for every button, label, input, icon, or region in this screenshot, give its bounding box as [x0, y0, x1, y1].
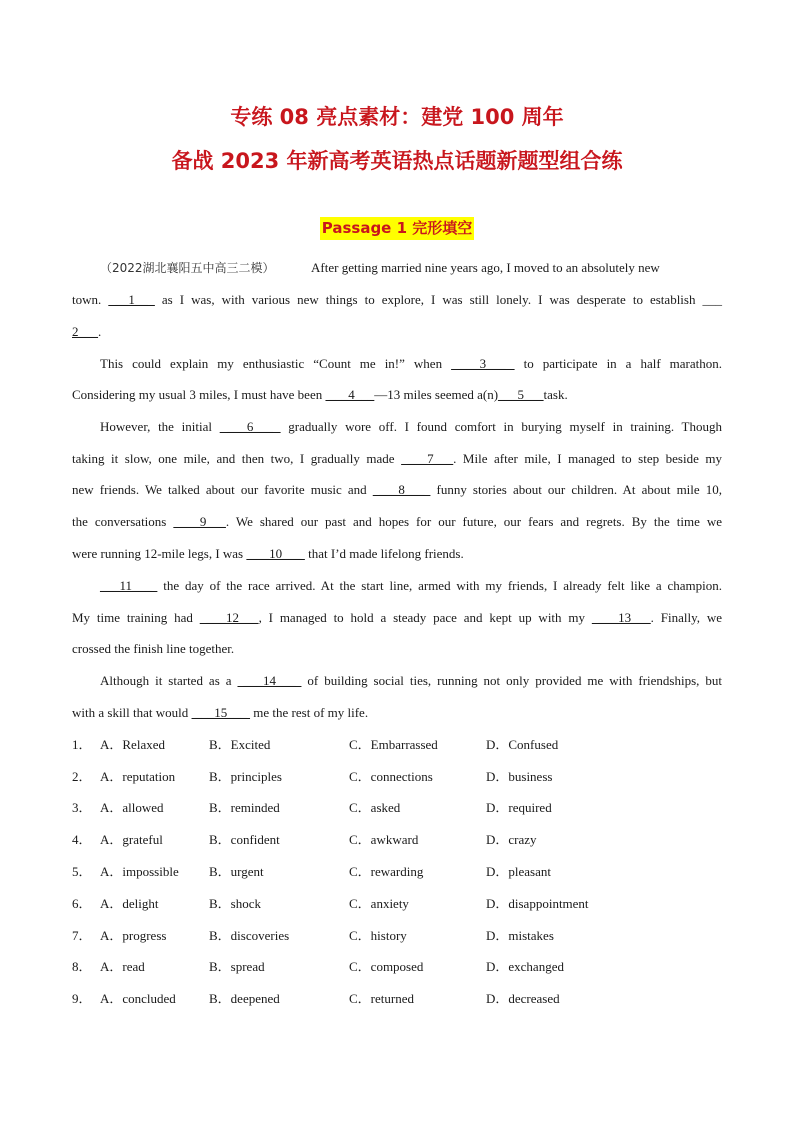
line-text: Although it started as a [100, 673, 238, 688]
option-d[interactable]: D．crazy [486, 832, 537, 847]
option-a[interactable]: A．Relaxed [100, 737, 165, 752]
option-b[interactable]: B．reminded [209, 800, 280, 815]
line-text: However, the initial [100, 419, 220, 434]
line-text: as I was, with various new things to explore, I was still lonely. I was desperate to establish ___ [154, 292, 723, 307]
line-text: . Mile after mile, I managed to step beside my [453, 451, 722, 466]
blank-15: ___15___ [191, 705, 251, 720]
line-text: the day of the race arrived. At the start line, armed with my friends, I already felt like a champion. [157, 578, 722, 593]
blank-11: ___11___ [100, 578, 158, 593]
blank-4: ___4___ [325, 387, 375, 402]
line-text: , I managed to hold a steady pace and kept up with my [258, 610, 592, 625]
blank-8: ___8___ [372, 482, 431, 497]
option-a[interactable]: A．impossible [100, 864, 179, 879]
option-d[interactable]: D．disappointment [486, 896, 589, 911]
line-text: town. [72, 292, 109, 307]
option-a[interactable]: A．progress [100, 928, 167, 943]
blank-7: ___7___ [401, 451, 454, 466]
title-line-1: 专练 08 亮点素材：建党 100 周年 [230, 105, 564, 129]
line-text: . [98, 324, 102, 339]
option-a[interactable]: A．concluded [100, 991, 176, 1006]
passage-line-5 [72, 386, 722, 404]
blank-1: __1__ [108, 292, 155, 307]
line-text: were running 12-mile legs, I was [72, 546, 247, 561]
option-d[interactable]: D．Confused [486, 737, 559, 752]
blank-5: ___5___ [498, 387, 544, 402]
question-number: 4． [72, 832, 92, 847]
option-b[interactable]: B．discoveries [209, 928, 290, 943]
passage-line-15 [72, 704, 722, 722]
blank-3: ___3___ [451, 356, 515, 371]
question-number: 5． [72, 864, 92, 879]
line-text: —13 miles seemed a(n) [374, 387, 499, 402]
option-b[interactable]: B．shock [209, 896, 262, 911]
option-d[interactable]: D．business [486, 769, 553, 784]
passage-line-13 [72, 640, 722, 658]
question-number: 9． [72, 991, 92, 1006]
option-a[interactable]: A．allowed [100, 800, 164, 815]
option-d[interactable]: D．decreased [486, 991, 560, 1006]
passage-line-3 [72, 323, 722, 341]
line-text: with a skill that would [72, 705, 192, 720]
option-d[interactable]: D．exchanged [486, 959, 564, 974]
line-text: funny stories about our children. At about mile 10, [430, 482, 723, 497]
option-b[interactable]: B．urgent [209, 864, 264, 879]
option-a[interactable]: A．grateful [100, 832, 163, 847]
line-text: the conversations [72, 514, 174, 529]
question-number: 8． [72, 959, 92, 974]
blank-14: ___14___ [237, 673, 302, 688]
passage-label-wrap [0, 217, 794, 240]
line-text: to participate in a half marathon. [514, 356, 723, 371]
line-text: task. [543, 387, 568, 402]
option-b[interactable]: B．Excited [209, 737, 271, 752]
question-number: 2． [72, 769, 92, 784]
question-number: 3． [72, 800, 92, 815]
option-c[interactable]: C．awkward [349, 832, 419, 847]
line-text: of building social ties, running not only provided me with friendships, but [301, 673, 722, 688]
option-b[interactable]: B．principles [209, 769, 282, 784]
option-d[interactable]: D．required [486, 800, 552, 815]
passage-line-10 [72, 545, 722, 563]
option-a[interactable]: A．delight [100, 896, 159, 911]
line-text: new friends. We talked about our favorite music and [72, 482, 373, 497]
line-text: Considering my usual 3 miles, I must have been [72, 387, 326, 402]
passage-line-1 [72, 259, 722, 277]
passage-line-2 [72, 291, 722, 309]
option-d[interactable]: D．pleasant [486, 864, 551, 879]
option-c[interactable]: C．rewarding [349, 864, 424, 879]
option-c[interactable]: C．asked [349, 800, 401, 815]
question-number: 7． [72, 928, 92, 943]
blank-2: 2___ [72, 324, 98, 339]
passage-text: After getting married nine years ago, I moved to an absolutely new [311, 260, 660, 275]
passage-source: （2022湖北襄阳五中高三二模） [100, 261, 275, 275]
blank-9: ___9___ [173, 514, 226, 529]
line-text: me the rest of my life. [250, 705, 369, 720]
passage-line-6 [72, 418, 722, 436]
blank-13: ___13___ [591, 610, 651, 625]
blank-12: ___12___ [199, 610, 259, 625]
passage-line-7 [72, 450, 722, 468]
line-text: taking it slow, one mile, and then two, I gradually made [72, 451, 402, 466]
blank-6: ___6___ [219, 419, 281, 434]
question-number: 6． [72, 896, 92, 911]
option-a[interactable]: A．read [100, 959, 145, 974]
question-number: 1． [72, 737, 92, 752]
line-text: . We shared our past and hopes for our future, our fears and regrets. By the time we [225, 514, 722, 529]
blank-10: ___10___ [246, 546, 305, 561]
option-c[interactable]: C．Embarrassed [349, 737, 438, 752]
line-text: that I’d made lifelong friends. [304, 546, 464, 561]
option-c[interactable]: C．returned [349, 991, 414, 1006]
option-b[interactable]: B．spread [209, 959, 265, 974]
option-c[interactable]: C．anxiety [349, 896, 409, 911]
option-a[interactable]: A．reputation [100, 769, 176, 784]
passage-line-12 [72, 609, 722, 627]
passage-line-9 [72, 513, 722, 531]
option-c[interactable]: C．connections [349, 769, 433, 784]
passage-label: Passage 1 完形填空 [320, 217, 474, 240]
passage-line-11 [72, 577, 722, 595]
option-c[interactable]: C．history [349, 928, 407, 943]
option-b[interactable]: B．confident [209, 832, 280, 847]
title-line-2: 备战 2023 年新高考英语热点话题新题型组合练 [171, 149, 623, 173]
option-c[interactable]: C．composed [349, 959, 424, 974]
line-text: My time training had [72, 610, 200, 625]
passage-line-4 [72, 355, 722, 373]
line-text: gradually wore off. I found comfort in burying myself in training. Though [280, 419, 722, 434]
passage-line-8 [72, 481, 722, 499]
line-text: crossed the finish line together. [72, 641, 235, 656]
line-text: This could explain my enthusiastic “Count me in!” when [100, 356, 452, 371]
option-b[interactable]: B．deepened [209, 991, 280, 1006]
passage-line-14 [72, 672, 722, 690]
option-d[interactable]: D．mistakes [486, 928, 554, 943]
line-text: . Finally, we [650, 610, 722, 625]
